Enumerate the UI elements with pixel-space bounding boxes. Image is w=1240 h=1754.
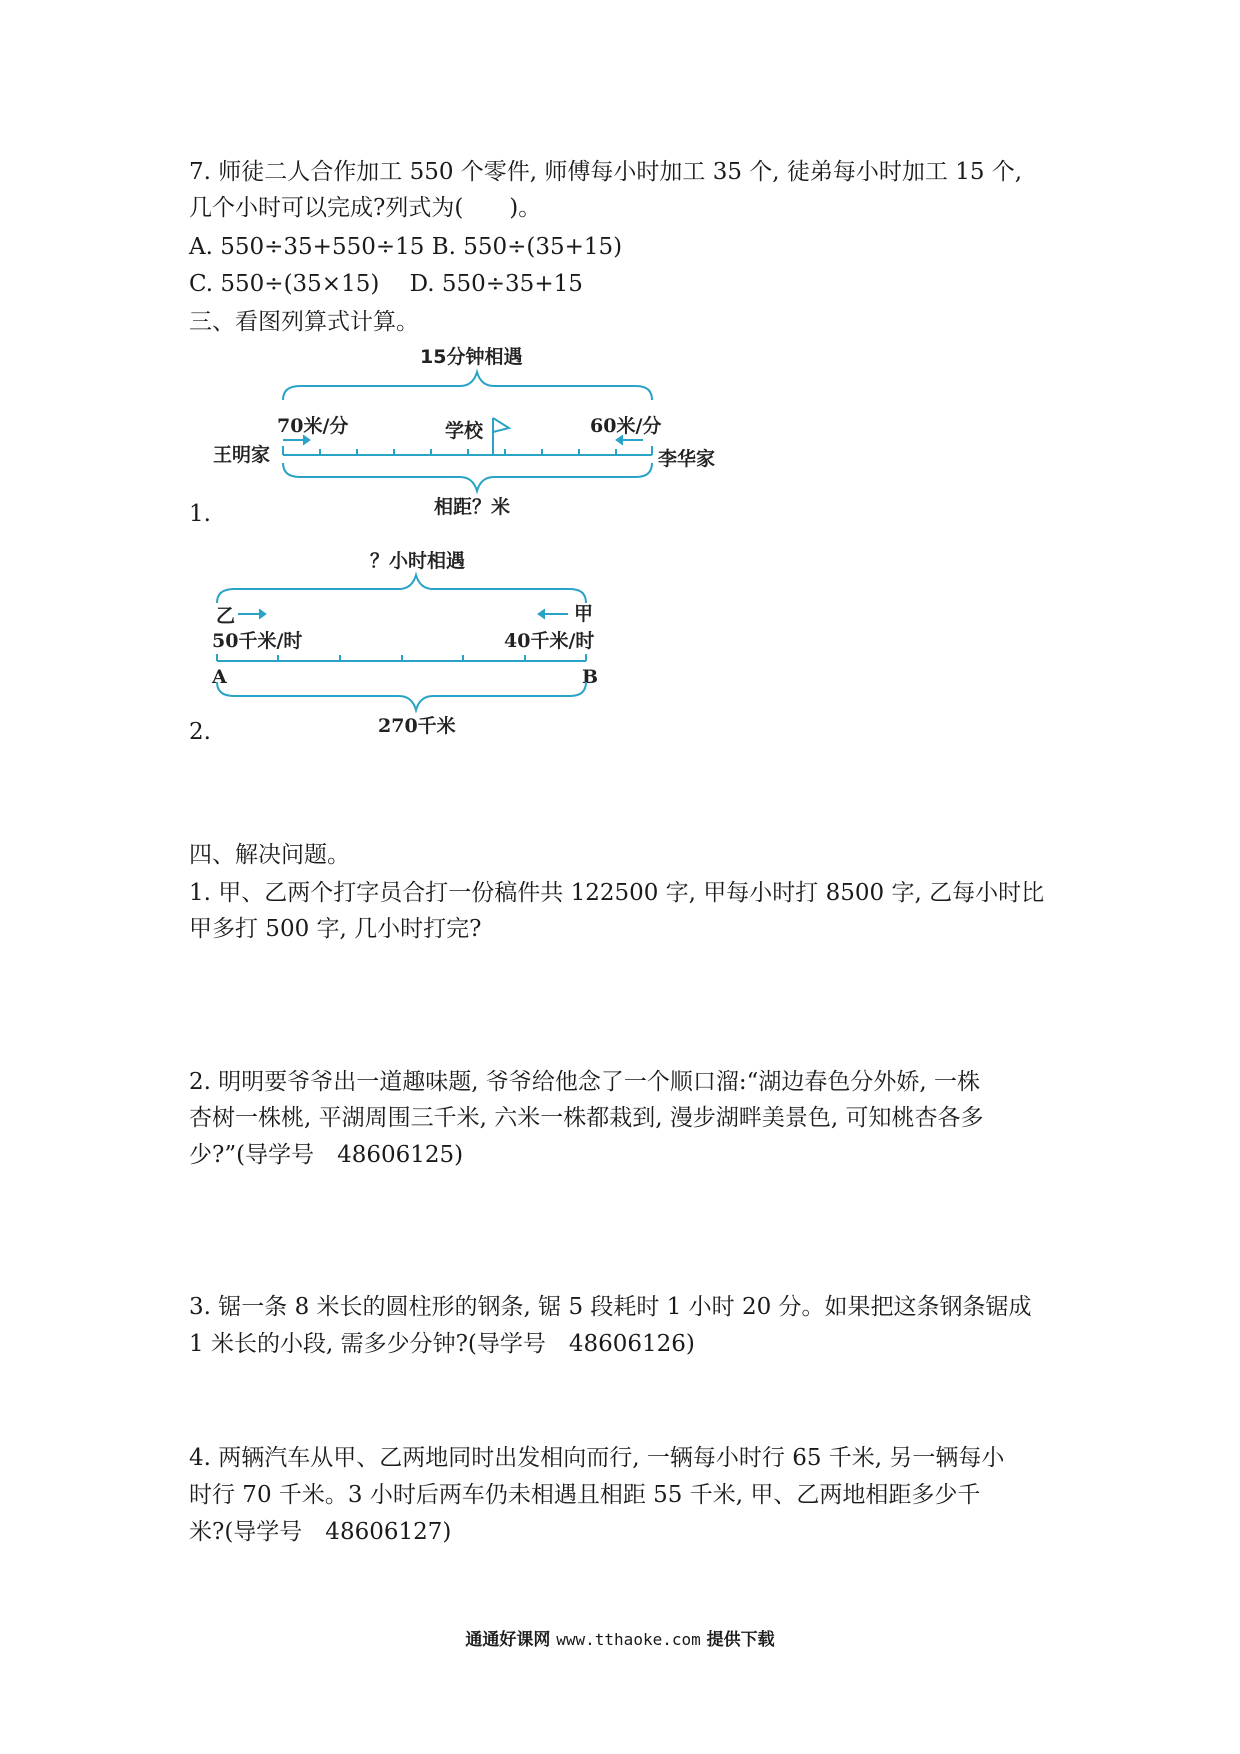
- q7-options-cd: C. 550÷(35×15) D. 550÷35+15: [189, 271, 583, 297]
- d1-right-speed: 60米/分: [590, 415, 662, 437]
- d2-top-label: ？小时相遇: [370, 550, 466, 572]
- problem-2-line-1: 2. 明明要爷爷出一道趣味题, 爷爷给他念了一个顺口溜:“湖边春色分外娇, 一株: [189, 1069, 981, 1095]
- d2-left-person: 乙: [216, 605, 236, 627]
- flag-icon: [493, 418, 509, 432]
- problem-2-line-2: 杏树一株桃, 平湖周围三千米, 六米一株都栽到, 漫步湖畔美景色, 可知桃杏各多: [189, 1105, 984, 1131]
- d1-school-label: 学校: [445, 420, 484, 442]
- d1-bottom-label: 相距？米: [434, 496, 511, 518]
- section-4-title: 四、解决问题。: [189, 842, 350, 868]
- d2-right-person: 甲: [574, 603, 594, 625]
- diagram-1-number: 1.: [189, 501, 211, 527]
- problem-1-line-2: 甲多打 500 字, 几小时打完?: [189, 916, 482, 942]
- diagram-2: [211, 549, 598, 737]
- d1-top-brace: [283, 372, 652, 400]
- problem-2-line-3: 少?”(导学号 48606125): [189, 1142, 464, 1168]
- d1-top-label: 15分钟相遇: [420, 346, 523, 368]
- section-3-title: 三、看图列算式计算。: [189, 309, 419, 335]
- diagrams: [0, 0, 1240, 760]
- d2-left-speed: 50千米/时: [212, 630, 303, 652]
- footer: [0, 1625, 1240, 1650]
- d1-left-home: 王明家: [213, 444, 271, 466]
- d2-ticks: [217, 654, 586, 661]
- diagram-1: [213, 345, 715, 518]
- q7-line-1: 7. 师徒二人合作加工 550 个零件, 师傅每小时加工 35 个, 徒弟每小时加工 15 个,: [189, 159, 1023, 185]
- footer-site-name: 通通好课网: [465, 1630, 551, 1650]
- problem-4-line-2: 时行 70 千米。3 小时后两车仍未相遇且相距 55 千米, 甲、乙两地相距多少千: [189, 1482, 981, 1508]
- d2-point-b: B: [582, 666, 599, 688]
- d2-point-a: A: [212, 666, 227, 688]
- diagram-2-number: 2.: [189, 719, 211, 745]
- d1-left-speed: 70米/分: [277, 415, 349, 437]
- d2-bottom-brace: [217, 682, 586, 710]
- footer-suffix: 提供下载: [706, 1630, 775, 1650]
- d2-bottom-label: 270千米: [378, 715, 456, 737]
- d2-left-arrow-icon: [538, 609, 568, 619]
- problem-1-line-1: 1. 甲、乙两个打字员合打一份稿件共 122500 字, 甲每小时打 8500 字, 乙每小时比: [189, 880, 1045, 906]
- footer-url[interactable]: www.tthaoke.com: [556, 1630, 701, 1649]
- d1-right-home: 李华家: [658, 448, 716, 470]
- d2-top-brace: [217, 575, 586, 603]
- problem-4-line-1: 4. 两辆汽车从甲、乙两地同时出发相向而行, 一辆每小时行 65 千米, 另一辆每小: [189, 1445, 1005, 1471]
- problem-4-line-3: 米?(导学号 48606127): [189, 1519, 452, 1545]
- d2-right-speed: 40千米/时: [504, 630, 595, 652]
- problem-3-line-2: 1 米长的小段, 需多少分钟?(导学号 48606126): [189, 1331, 695, 1357]
- q7-options-ab: A. 550÷35+550÷15 B. 550÷(35+15): [189, 234, 623, 260]
- d2-right-arrow-icon: [238, 609, 266, 619]
- q7-line-2: 几个小时可以完成?列式为( )。: [189, 195, 542, 221]
- d1-ticks: [283, 446, 652, 455]
- d1-bottom-brace: [283, 463, 652, 491]
- problem-3-line-1: 3. 锯一条 8 米长的圆柱形的钢条, 锯 5 段耗时 1 小时 20 分。如果把这条钢条锯成: [189, 1294, 1032, 1320]
